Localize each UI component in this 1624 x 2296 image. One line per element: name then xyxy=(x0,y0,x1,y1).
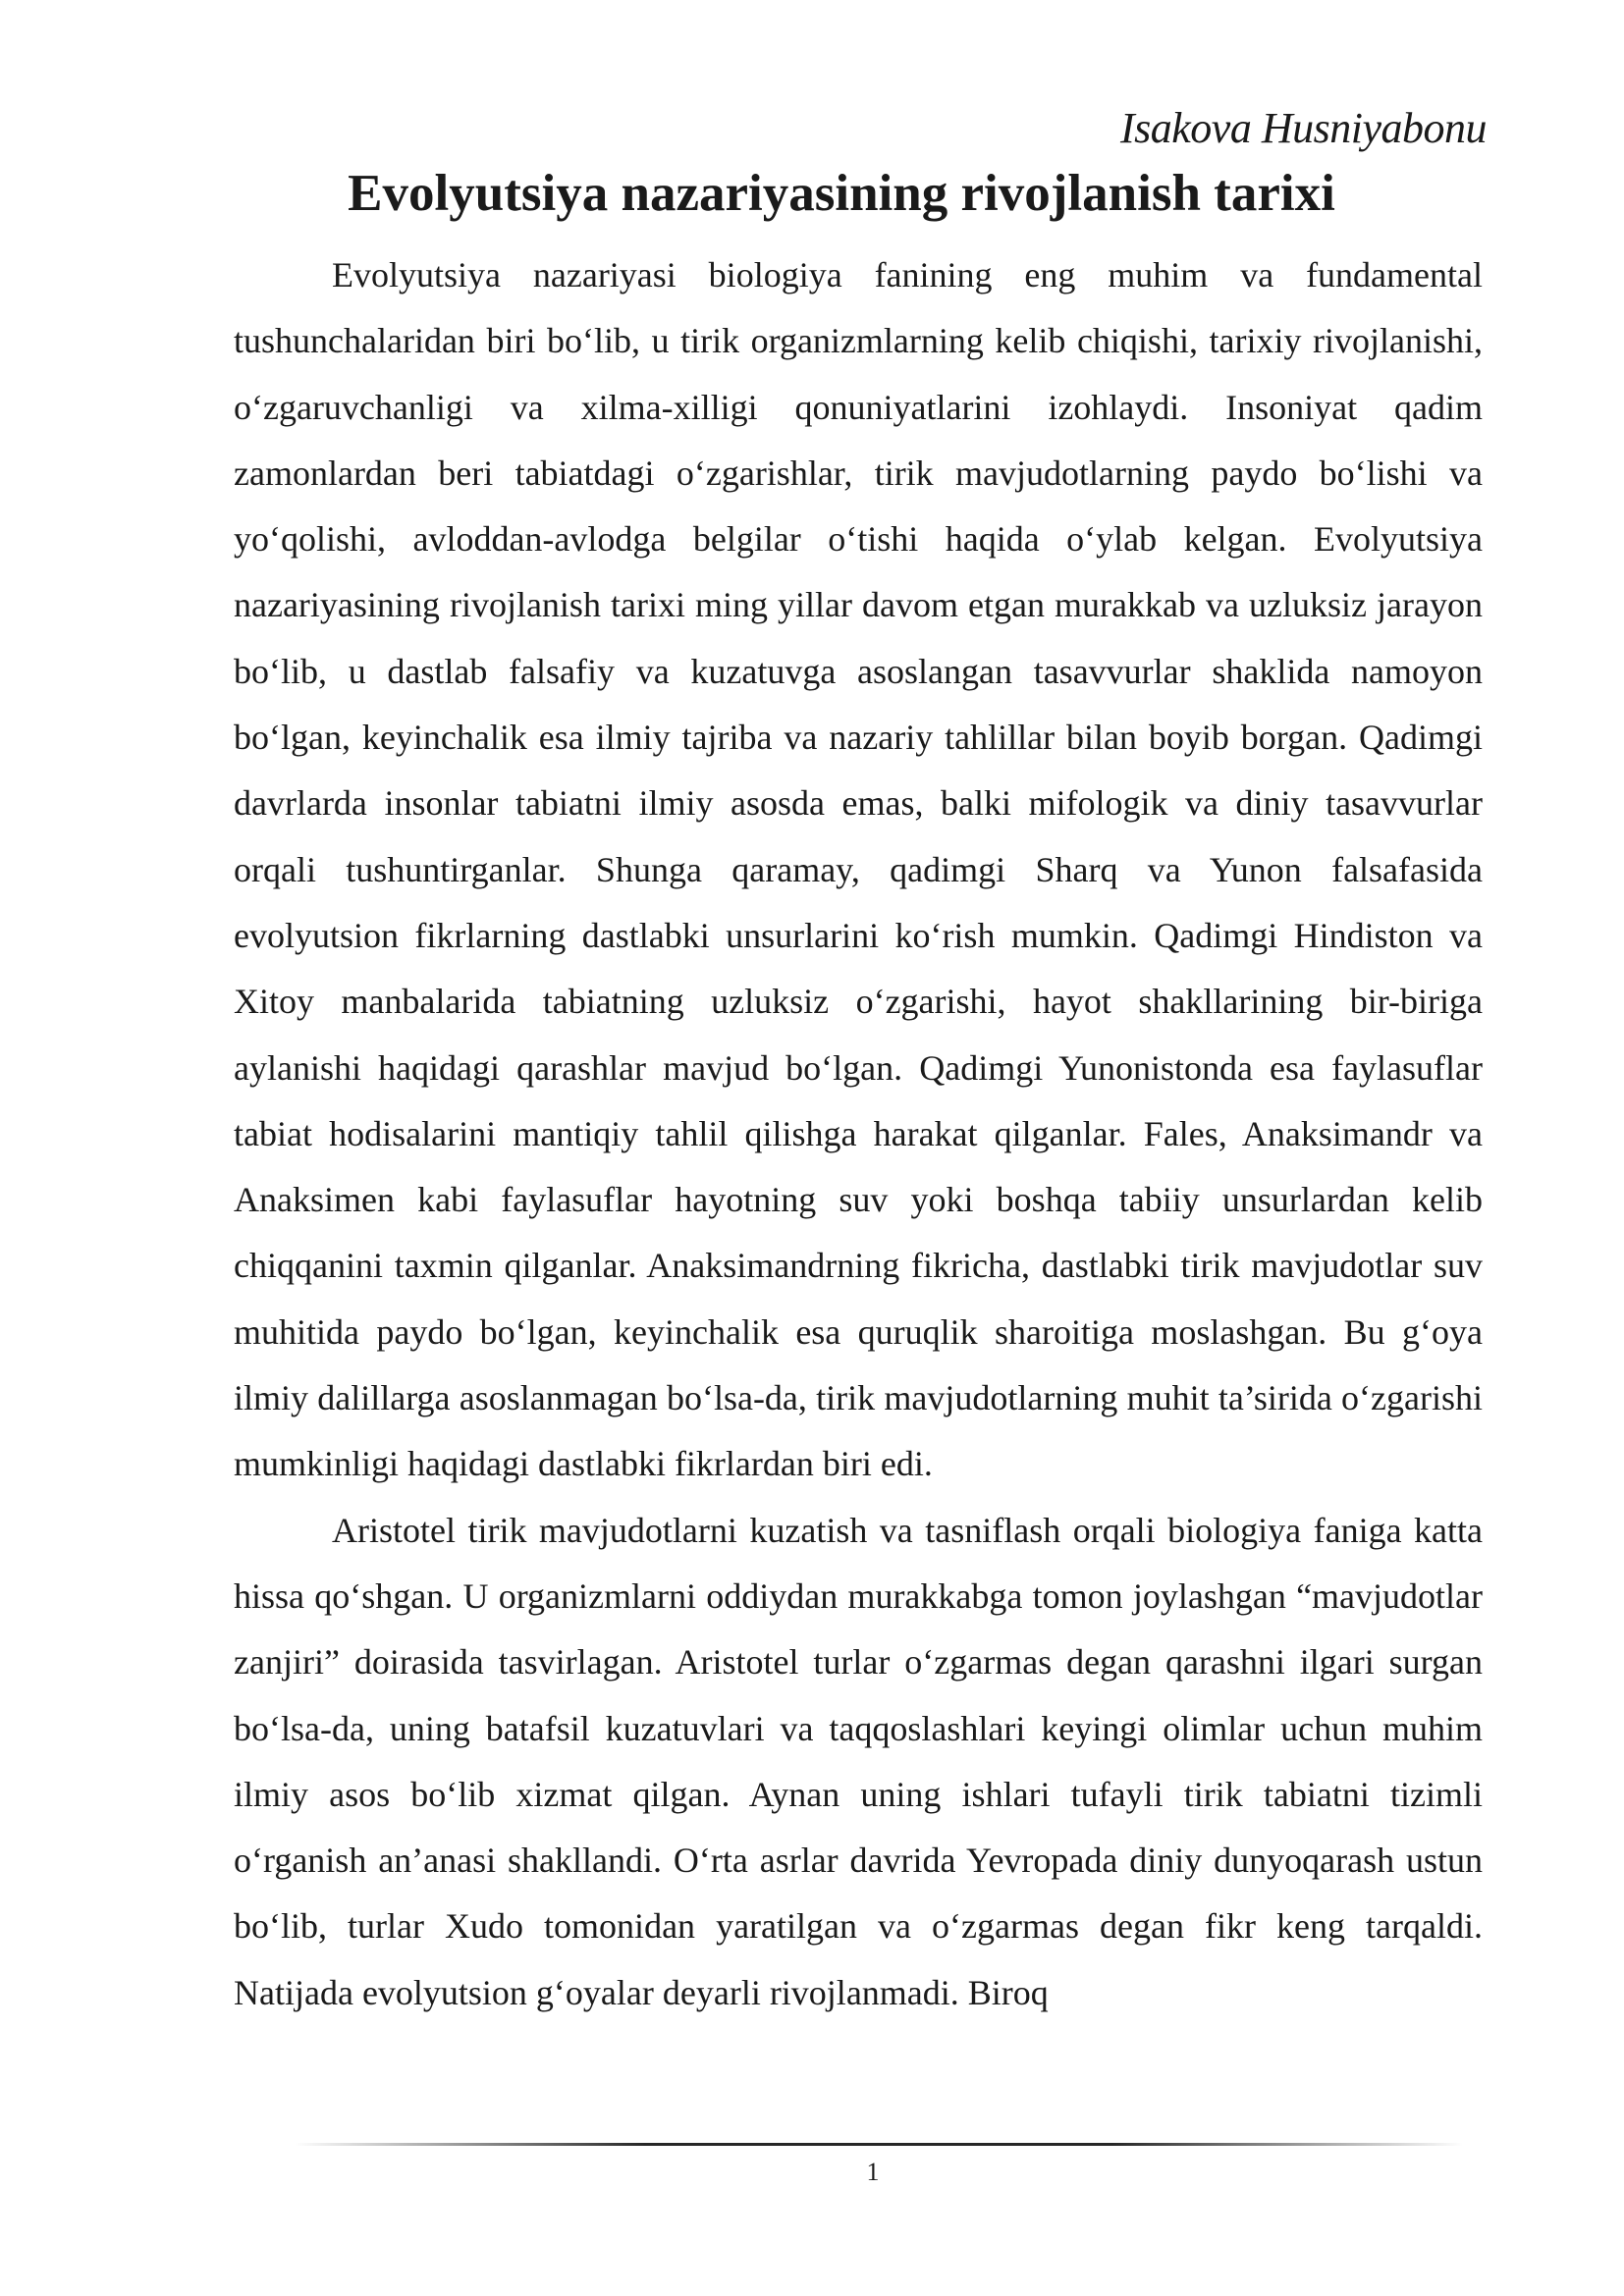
paragraph-2: Aristotel tirik mavjudotlarni kuzatish va tasniflash orqali biologiya faniga katta hissa qo‘shgan. U organizmlarni oddiydan murakkabga tomon joylashgan “mavjudotlar zanjiri” doirasida tasvirlagan. Aristotel turlar o‘zgarmas degan qarashni ilgari surgan bo‘lsa-da, uning batafsil kuzatuvlari va taqqoslashlari keyingi olimlar uchun muhim ilmiy asos bo‘lib xizmat qilgan. Aynan uning ishlari tufayli tirik tabiatni tizimli o‘rganish an’anasi shakllandi. O‘rta asrlar davrida Yevropada diniy dunyoqarash ustun bo‘lib, turlar Xudo tomonidan yaratilgan va o‘zgarmas degan fikr keng tarqaldi. Natijada evolyutsion g‘oyalar deyarli rivojlanmadi. Biroq xyxy=(234,1510,1483,2012)
document-title: Evolyutsiya nazariyasining rivojlanish tarixi xyxy=(348,165,1335,222)
document-body xyxy=(234,242,1483,2026)
paragraph-1: Evolyutsiya nazariyasi biologiya fanining eng muhim va fundamental tushunchalaridan biri bo‘lib, u tirik organizmlarning kelib chiqishi, tarixiy rivojlanishi, o‘zgaruvchanligi va xilma-xilligi qonuniyatlarini izohlaydi. Insoniyat qadim zamonlardan beri tabiatdagi o‘zgarishlar, tirik mavjudotlarning paydo bo‘lishi va yo‘qolishi, avloddan-avlodga belgilar o‘tishi haqida o‘ylab kelgan. Evolyutsiya nazariyasining rivojlanish tarixi ming yillar davom etgan murakkab va uzluksiz jarayon bo‘lib, u dastlab falsafiy va kuzatuvga asoslangan tasavvurlar shaklida namoyon bo‘lgan, keyinchalik esa ilmiy tajriba va nazariy tahlillar bilan boyib borgan. Qadimgi davrlarda insonlar tabiatni ilmiy asosda emas, balki mifologik va diniy tasavvurlar orqali tushuntirganlar. Shunga qaramay, qadimgi Sharq va Yunon falsafasida evolyutsion fikrlarning dastlabki unsurlarini ko‘rish mumkin. Qadimgi Hindiston va Xitoy manbalarida tabiatning uzluksiz o‘zgarishi, hayot shakllarining bir-biriga aylanishi haqidagi qarashlar mavjud bo‘lgan. Qadimgi Yunonistonda esa faylasuflar tabiat hodisalarini mantiqiy tahlil qilishga harakat qilganlar. Fales, Anaksimandr va Anaksimen kabi faylasuflar hayotning suv yoki boshqa tabiiy unsurlardan kelib chiqqanini taxmin qilganlar. Anaksimandrning fikricha, dastlabki tirik mavjudotlar suv muhitida paydo bo‘lgan, keyinchalik esa quruqlik sharoitiga moslashgan. Bu g‘oya ilmiy dalillarga asoslanmagan bo‘lsa-da, tirik mavjudotlarning muhit ta’sirida o‘zgarishi mumkinligi haqidagi dastlabki fikrlardan biri edi. xyxy=(234,255,1483,1484)
footer-divider xyxy=(295,2143,1463,2146)
page-number: 1 xyxy=(866,2158,880,2186)
author-name: Isakova Husniyabonu xyxy=(1120,104,1487,152)
